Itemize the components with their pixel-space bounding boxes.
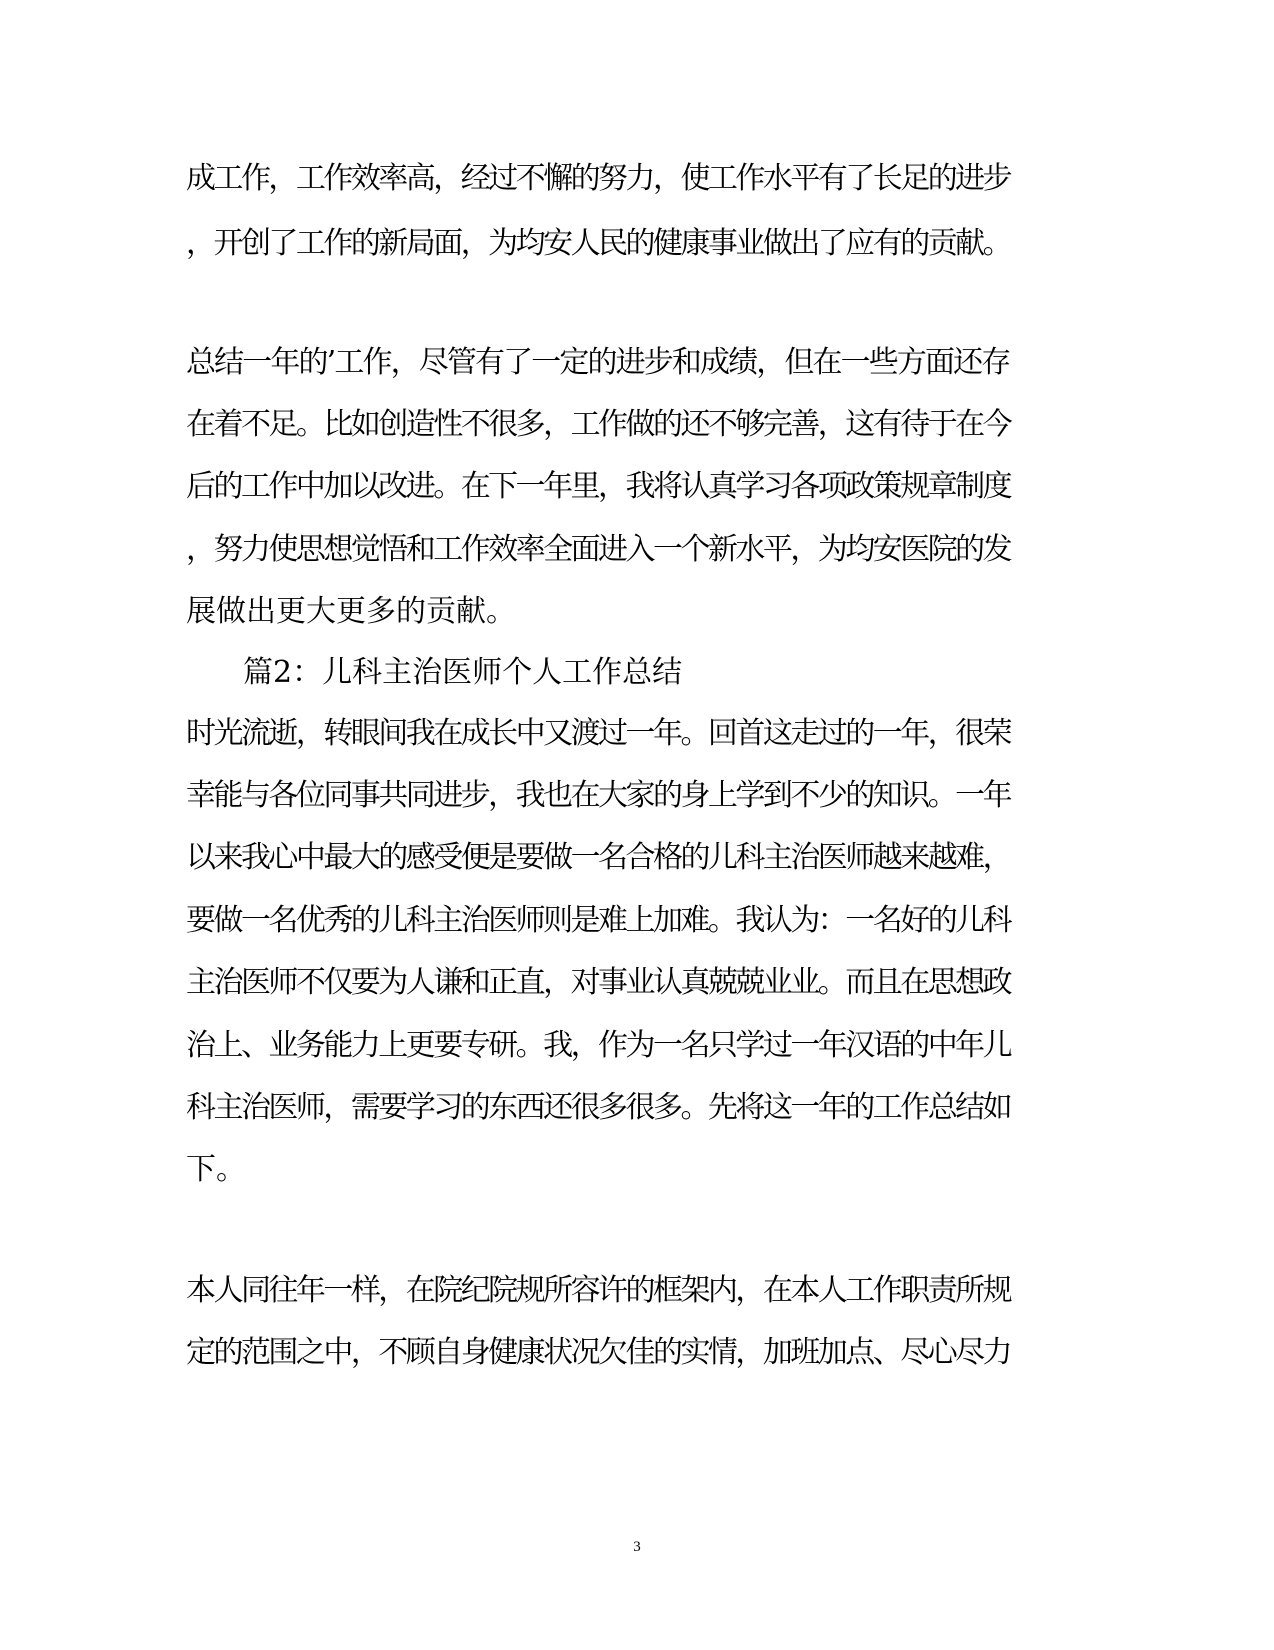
text-line: 主治医师不仅要为人谦和正直，对事业认真兢兢业业。而且在思想政 [186,965,1011,1000]
text-line: 总结一年的’工作，尽管有了一定的进步和成绩，但在一些方面还存 [186,345,1010,380]
text-line: 在着不足。比如创造性不很多，工作做的还不够完善，这有待于在今 [186,407,1011,442]
text-line: 下。 [186,1152,246,1187]
text-line: 治上、业务能力上更要专研。我，作为一名只学过一年汉语的中年儿 [186,1028,1011,1063]
text-line: 本人同往年一样，在院纪院规所容许的框架内，在本人工作职责所规 [186,1273,1011,1308]
text-line: 幸能与各位同事共同进步，我也在大家的身上学到不少的知识。一年 [186,778,1011,813]
page-number: 3 [633,1539,641,1555]
text-line: 要做一名优秀的儿科主治医师则是难上加难。我认为：一名好的儿科 [186,903,1011,938]
section-heading: 篇2：儿科主治医师个人工作总结 [243,655,683,690]
text-line: 科主治医师，需要学习的东西还很多很多。先将这一年的工作总结如 [186,1090,1011,1125]
text-line: 展做出更大更多的贡献。 [186,594,516,629]
text-line: 定的范围之中，不顾自身健康状况欠佳的实情，加班加点、尽心尽力 [186,1335,1011,1370]
text-line: 时光流逝，转眼间我在成长中又渡过一年。回首这走过的一年，很荣 [186,716,1011,751]
text-line: ，开创了工作的新局面，为均安人民的健康事业做出了应有的贡献。 [186,226,1011,261]
text-line: 以来我心中最大的感受便是要做一名合格的儿科主治医师越来越难， [186,840,1011,875]
text-line: ，努力使思想觉悟和工作效率全面进入一个新水平，为均安医院的发 [186,532,1011,567]
text-line: 后的工作中加以改进。在下一年里，我将认真学习各项政策规章制度 [186,469,1011,504]
text-line: 成工作，工作效率高，经过不懈的努力，使工作水平有了长足的进步 [186,161,1011,196]
